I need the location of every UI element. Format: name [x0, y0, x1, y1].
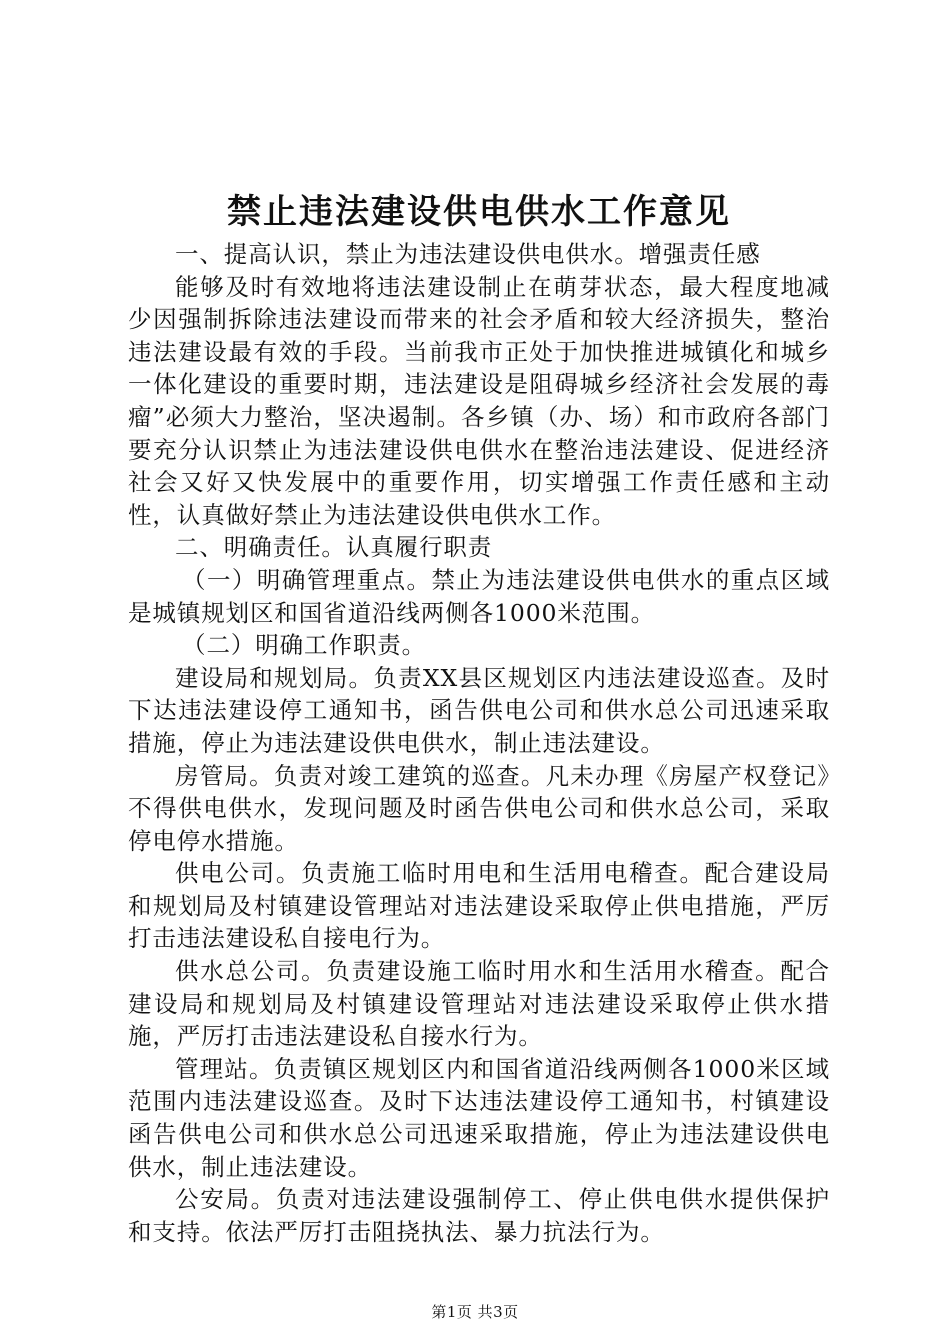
- subsection-1: （一）明确管理重点。禁止为违法建设供电供水的重点区域是城镇规划区和国省道沿线两侧各1000米范围。: [128, 565, 830, 627]
- body-paragraph: 能够及时有效地将违法建设制止在萌芽状态，最大程度地减少因强制拆除违法建设而带来的社会矛盾和较大经济损失，整治违法建设最有效的手段。当前我市正处于加快推进城镇化和城乡一体化建设的重要时期，违法建设是阻碍城乡经济社会发展的毒瘤”必须大力整治，坚决遏制。各乡镇（办、场）和市政府各部门要充分认识禁止为违法建设供电供水在整治违法建设、促进经济社会又好又快发展中的重要作用，切实增强工作责任感和主动性，认真做好禁止为违法建设供电供水工作。: [128, 272, 830, 529]
- subsection-2: （二）明确工作职责。: [182, 631, 427, 660]
- document-title: 禁止违法建设供电供水工作意见: [227, 192, 731, 232]
- page-footer: 第1页 共3页: [431, 1303, 519, 1321]
- duty-water-company: 供水总公司。负责建设施工临时用水和生活用水稽查。配合建设局和规划局及村镇建设管理站对违法建设采取停止供水措施，严厉打击违法建设私自接水行为。: [128, 957, 830, 1051]
- duty-construction-bureau: 建设局和规划局。负责XX县区规划区内违法建设巡查。及时下达违法建设停工通知书，函告供电公司和供水总公司迅速采取措施，停止为违法建设供电供水，制止违法建设。: [128, 663, 830, 757]
- section-heading-2: 二、明确责任。认真履行职责: [175, 533, 493, 562]
- duty-housing-bureau: 房管局。负责对竣工建筑的巡查。凡未办理《房屋产权登记》不得供电供水，发现问题及时函告供电公司和供水总公司，采取停电停水措施。: [128, 761, 830, 855]
- section-heading-1: 一、提高认识，禁止为违法建设供电供水。增强责任感: [175, 240, 761, 268]
- document-page: [128, 190, 830, 1248]
- duty-management-station: 管理站。负责镇区规划区内和国省道沿线两侧各1000米区域范围内违法建设巡查。及时下达违法建设停工通知书，村镇建设函告供电公司和供水总公司迅速采取措施，停止为违法建设供电供水，制止违法建设。: [128, 1054, 830, 1181]
- duty-public-security-bureau: 公安局。负责对违法建设强制停工、停止供电供水提供保护和支持。依法严厉打击阻挠执法、暴力抗法行为。: [128, 1185, 830, 1246]
- duty-power-company: 供电公司。负责施工临时用电和生活用电稽查。配合建设局和规划局及村镇建设管理站对违法建设采取停止供电措施，严厉打击违法建设私自接电行为。: [128, 859, 830, 953]
